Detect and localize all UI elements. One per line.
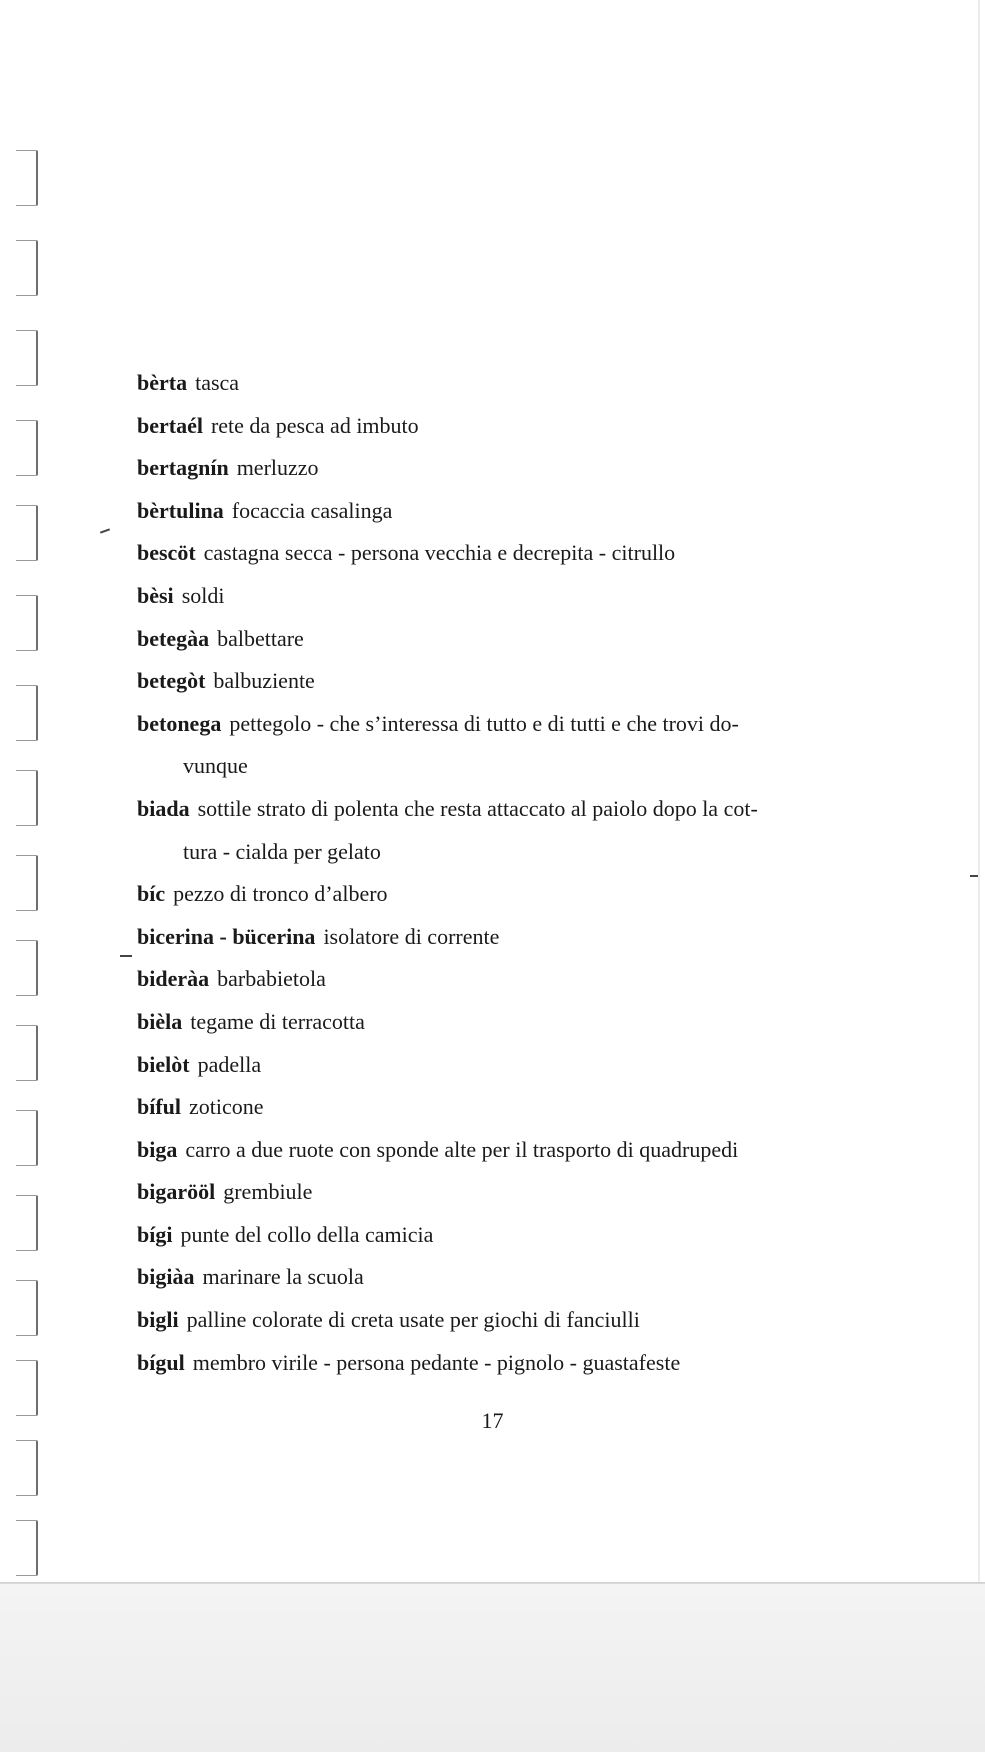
entry-list: [137, 362, 837, 1384]
headword: bèrta: [137, 370, 188, 395]
headword: betegàa: [137, 625, 210, 651]
page-edge-right: [978, 0, 980, 1584]
entry: [137, 1044, 837, 1087]
entry: [137, 618, 837, 661]
headword: betegòt: [137, 668, 206, 694]
headword: bígul: [137, 1349, 185, 1375]
entry: [137, 1342, 837, 1385]
headword: bicerina - bücerina: [137, 923, 316, 949]
definition: soldi: [181, 582, 225, 608]
definition: barbabietola: [217, 966, 326, 992]
headword: bielòt: [137, 1051, 190, 1077]
headword: bideràa: [137, 966, 210, 992]
definition: pezzo di tronco d’albero: [173, 881, 388, 907]
headword: biga: [137, 1136, 178, 1162]
entry: [137, 1129, 837, 1172]
definition: isolatore di corrente: [323, 923, 500, 949]
definition: grembiule: [223, 1179, 313, 1205]
definition: rete da pesca ad imbuto: [210, 412, 419, 438]
entry: [137, 362, 837, 405]
headword: bertaél: [137, 412, 203, 438]
headword: bièla: [137, 1008, 183, 1034]
definition: punte del collo della camicia: [180, 1221, 434, 1247]
definition: balbuziente: [213, 668, 315, 694]
definition: carro a due ruote con sponde alte per il trasporto di quadrupedi: [185, 1136, 739, 1162]
spiral-binding: [0, 150, 60, 1580]
headword: bèsi: [137, 582, 174, 608]
entry: [137, 405, 837, 448]
entry: [137, 873, 837, 916]
definition-continuation: tura - cialda per gelato: [183, 838, 381, 864]
headword: bigiàa: [137, 1264, 195, 1290]
definition: castagna secca - persona vecchia e decrepita - citrullo: [203, 540, 676, 566]
entry: [137, 575, 837, 618]
entry: [137, 1171, 837, 1214]
entry: [137, 1001, 837, 1044]
entry: [137, 958, 837, 1001]
entry: [137, 660, 837, 703]
definition: membro virile - persona pedante - pignolo - guastafeste: [192, 1349, 681, 1375]
headword: bigarööl: [137, 1179, 216, 1205]
entry: [137, 703, 837, 788]
definition: palline colorate di creta usate per giochi di fanciulli: [186, 1307, 640, 1333]
entry: [137, 1299, 837, 1342]
headword: bertagnín: [137, 455, 229, 481]
entry: [137, 447, 837, 490]
entry: [137, 1256, 837, 1299]
headword: bescöt: [137, 540, 196, 566]
scan-background: [0, 1584, 985, 1752]
definition: balbettare: [217, 625, 304, 651]
headword: betonega: [137, 710, 222, 736]
headword: bèrtulina: [137, 497, 224, 523]
headword: bígi: [137, 1221, 173, 1247]
entry: [137, 1086, 837, 1129]
entry: [137, 532, 837, 575]
definition: padella: [197, 1051, 262, 1077]
definition: tasca: [195, 370, 240, 395]
definition: pettegolo - che s’interessa di tutto e di tutti e che trovi do-: [229, 710, 739, 736]
definition: zoticone: [189, 1094, 264, 1120]
definition: sottile strato di polenta che resta attaccato al paiolo dopo la cot-: [197, 795, 758, 821]
headword: bíc: [137, 881, 166, 907]
definition-continuation: vunque: [183, 753, 248, 779]
page-number: 17: [481, 1408, 504, 1433]
headword: bíful: [137, 1094, 182, 1120]
entry: [137, 1214, 837, 1257]
definition: marinare la scuola: [202, 1264, 364, 1290]
definition: tegame di terracotta: [190, 1008, 365, 1034]
entry: [137, 916, 837, 959]
headword: biada: [137, 795, 190, 821]
entry: [137, 788, 837, 873]
definition: focaccia casalinga: [231, 497, 393, 523]
entry: [137, 490, 837, 533]
definition: merluzzo: [236, 455, 319, 481]
headword: bigli: [137, 1307, 179, 1333]
